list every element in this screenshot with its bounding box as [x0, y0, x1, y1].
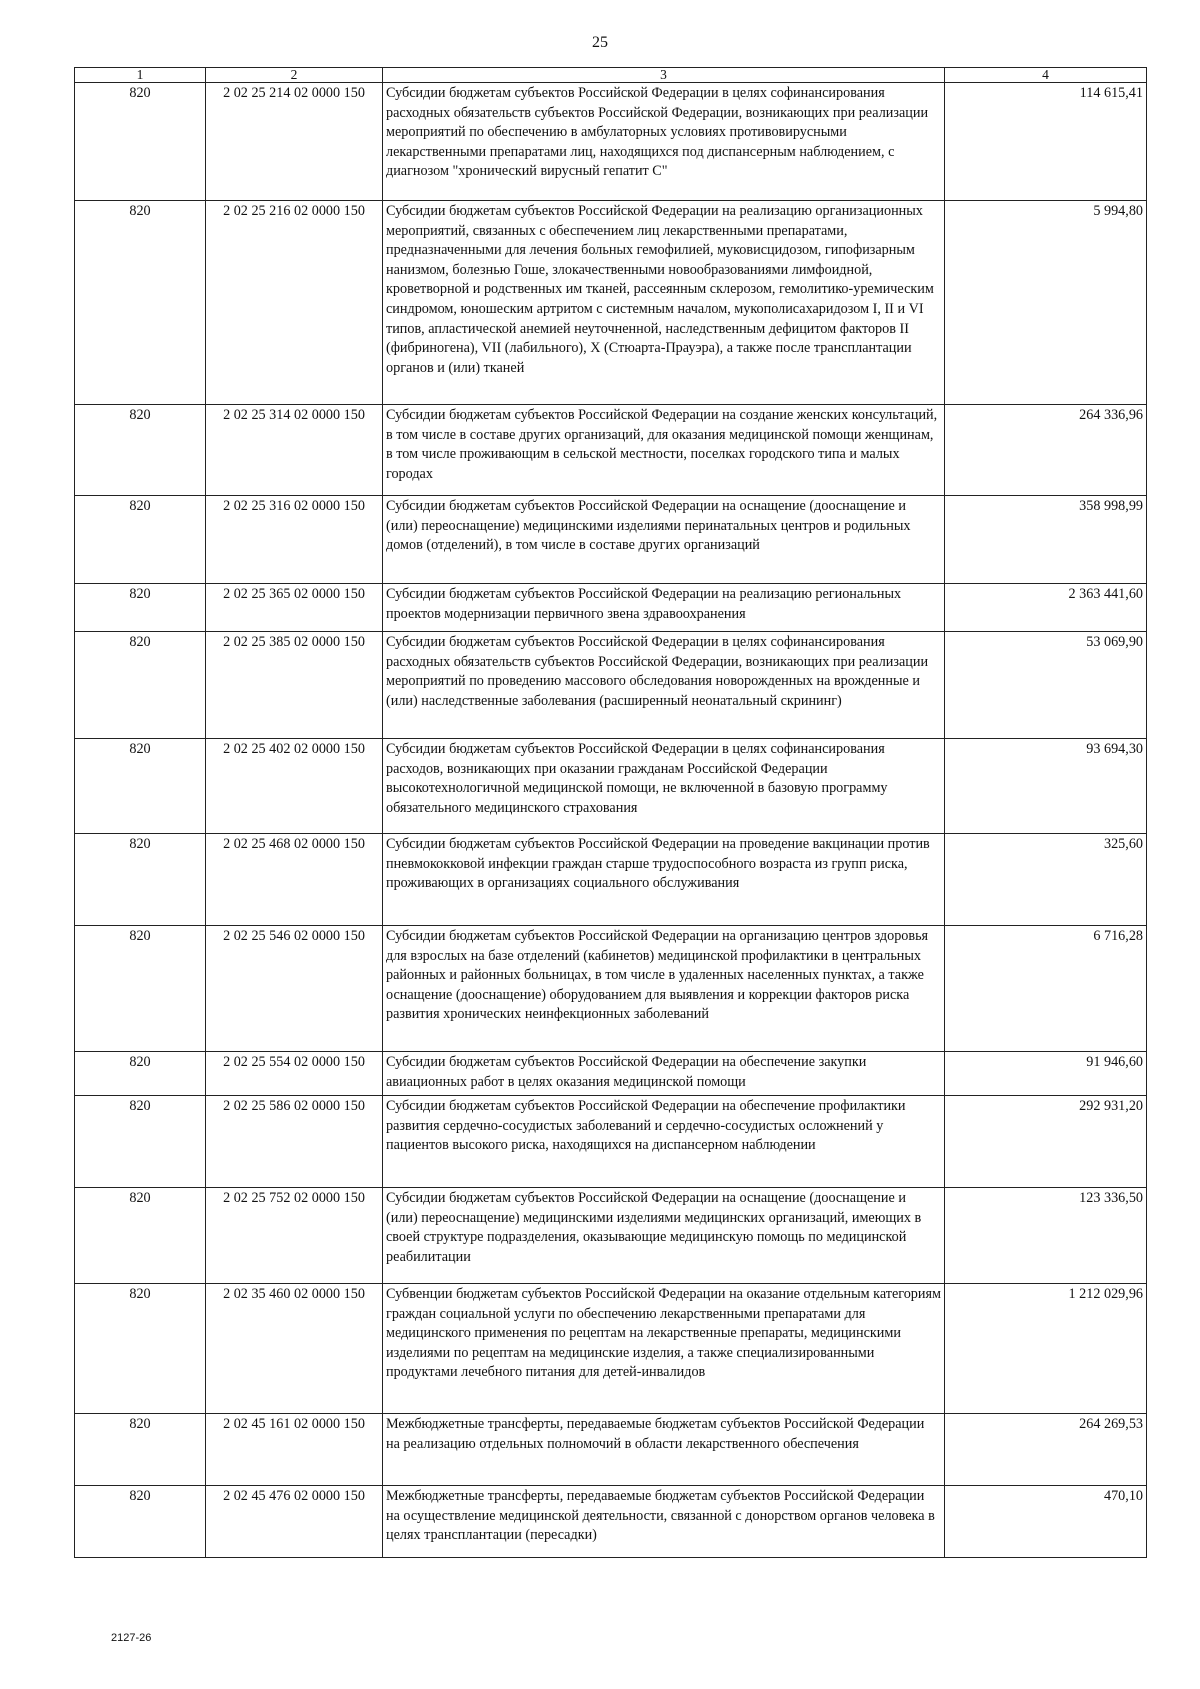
income-name-cell: Субсидии бюджетам субъектов Российской Федерации в целях софинансирования расходных обязательств субъектов Российской Федерации, возникающих при реализации мероприятий по проведению массового обследования новорожденных на врожденные и (или) наследственные заболевания (расширенный неонатальный скрининг) — [383, 632, 945, 739]
admin-code-cell: 820 — [75, 632, 206, 739]
amount-cell: 2 363 441,60 — [945, 584, 1147, 632]
income-name-cell: Субвенции бюджетам субъектов Российской Федерации на оказание отдельным категориям граждан социальной услуги по обеспечению лекарственными препаратами для медицинского применения по рецептам на лекарственные препараты, медицинскими изделиями по рецептам на медицинские изделия, а также специализированными продуктами лечебного питания для детей-инвалидов — [383, 1284, 945, 1414]
table-row — [75, 632, 1147, 739]
amount-cell: 264 269,53 — [945, 1414, 1147, 1486]
budget-code-cell: 2 02 25 546 02 0000 150 — [206, 926, 383, 1052]
budget-code-cell: 2 02 25 752 02 0000 150 — [206, 1188, 383, 1284]
income-name-cell: Субсидии бюджетам субъектов Российской Федерации на реализацию региональных проектов модернизации первичного звена здравоохранения — [383, 584, 945, 632]
budget-code-cell: 2 02 25 402 02 0000 150 — [206, 739, 383, 834]
income-name-cell: Субсидии бюджетам субъектов Российской Федерации на создание женских консультаций, в том числе в составе других организаций, для оказания медицинской помощи женщинам, в том числе проживающим в сельской местности, поселках городского типа и малых городах — [383, 405, 945, 496]
amount-cell: 6 716,28 — [945, 926, 1147, 1052]
budget-code-cell: 2 02 35 460 02 0000 150 — [206, 1284, 383, 1414]
amount-cell: 91 946,60 — [945, 1052, 1147, 1096]
admin-code-cell: 820 — [75, 1188, 206, 1284]
income-name-cell: Субсидии бюджетам субъектов Российской Федерации в целях софинансирования расходов, возникающих при оказании гражданам Российской Федерации высокотехнологичной медицинской помощи, не включенной в базовую программу обязательного медицинского страхования — [383, 739, 945, 834]
document-code: 2127-26 — [111, 1632, 152, 1644]
income-name-cell: Субсидии бюджетам субъектов Российской Федерации в целях софинансирования расходных обязательств субъектов Российской Федерации, возникающих при реализации мероприятий по обеспечению в амбулаторных условиях противовирусными лекарственными препаратами лиц, находящихся под диспансерным наблюдением, с диагнозом "хронический вирусный гепатит С" — [383, 83, 945, 201]
table-row — [75, 496, 1147, 584]
budget-code-cell: 2 02 25 468 02 0000 150 — [206, 834, 383, 926]
column-number-4: 4 — [945, 68, 1147, 83]
table-row — [75, 1188, 1147, 1284]
amount-cell: 114 615,41 — [945, 83, 1147, 201]
budget-code-cell: 2 02 25 586 02 0000 150 — [206, 1096, 383, 1188]
income-name-cell: Субсидии бюджетам субъектов Российской Федерации на обеспечение закупки авиационных работ в целях оказания медицинской помощи — [383, 1052, 945, 1096]
admin-code-cell: 820 — [75, 926, 206, 1052]
amount-cell: 123 336,50 — [945, 1188, 1147, 1284]
table-row — [75, 739, 1147, 834]
budget-code-cell: 2 02 25 554 02 0000 150 — [206, 1052, 383, 1096]
amount-cell: 358 998,99 — [945, 496, 1147, 584]
budget-code-cell: 2 02 25 214 02 0000 150 — [206, 83, 383, 201]
amount-cell: 470,10 — [945, 1486, 1147, 1558]
budget-code-cell: 2 02 25 316 02 0000 150 — [206, 496, 383, 584]
admin-code-cell: 820 — [75, 83, 206, 201]
amount-cell: 93 694,30 — [945, 739, 1147, 834]
admin-code-cell: 820 — [75, 405, 206, 496]
income-name-cell: Субсидии бюджетам субъектов Российской Федерации на проведение вакцинации против пневмококковой инфекции граждан старше трудоспособного возраста из групп риска, проживающих в организациях социального обслуживания — [383, 834, 945, 926]
admin-code-cell: 820 — [75, 496, 206, 584]
amount-cell: 5 994,80 — [945, 201, 1147, 405]
table-row — [75, 1052, 1147, 1096]
budget-code-cell: 2 02 25 216 02 0000 150 — [206, 201, 383, 405]
budget-code-cell: 2 02 25 314 02 0000 150 — [206, 405, 383, 496]
table-row — [75, 926, 1147, 1052]
amount-cell: 53 069,90 — [945, 632, 1147, 739]
income-name-cell: Субсидии бюджетам субъектов Российской Федерации на обеспечение профилактики развития сердечно-сосудистых заболеваний и сердечно-сосудистых осложнений у пациентов высокого риска, находящихся на диспансерном наблюдении — [383, 1096, 945, 1188]
table-row — [75, 584, 1147, 632]
income-name-cell: Субсидии бюджетам субъектов Российской Федерации на организацию центров здоровья для взрослых на базе отделений (кабинетов) медицинской профилактики в центральных районных и районных больницах, в том числе в удаленных населенных пунктах, а также оснащение (дооснащение) оборудованием для выявления и коррекции факторов риска развития хронических неинфекционных заболеваний — [383, 926, 945, 1052]
table-row — [75, 1096, 1147, 1188]
income-name-cell: Межбюджетные трансферты, передаваемые бюджетам субъектов Российской Федерации на реализацию отдельных полномочий в области лекарственного обеспечения — [383, 1414, 945, 1486]
admin-code-cell: 820 — [75, 201, 206, 405]
table-row — [75, 1414, 1147, 1486]
amount-cell: 1 212 029,96 — [945, 1284, 1147, 1414]
table-row — [75, 1284, 1147, 1414]
budget-code-cell: 2 02 25 365 02 0000 150 — [206, 584, 383, 632]
income-name-cell: Субсидии бюджетам субъектов Российской Федерации на оснащение (дооснащение и (или) переоснащение) медицинскими изделиями перинатальных центров и родильных домов (отделений), в том числе в составе других организаций — [383, 496, 945, 584]
budget-table — [74, 67, 1147, 1558]
admin-code-cell: 820 — [75, 584, 206, 632]
budget-code-cell: 2 02 25 385 02 0000 150 — [206, 632, 383, 739]
amount-cell: 264 336,96 — [945, 405, 1147, 496]
budget-code-cell: 2 02 45 161 02 0000 150 — [206, 1414, 383, 1486]
income-name-cell: Субсидии бюджетам субъектов Российской Федерации на оснащение (дооснащение и (или) переоснащение) медицинскими изделиями медицинских организаций, имеющих в своей структуре подразделения, оказывающие медицинскую помощь по медицинской реабилитации — [383, 1188, 945, 1284]
amount-cell: 292 931,20 — [945, 1096, 1147, 1188]
admin-code-cell: 820 — [75, 1486, 206, 1558]
column-number-row — [75, 68, 1147, 83]
page-number: 25 — [592, 34, 608, 51]
admin-code-cell: 820 — [75, 1096, 206, 1188]
admin-code-cell: 820 — [75, 1414, 206, 1486]
column-number-3: 3 — [383, 68, 945, 83]
column-number-2: 2 — [206, 68, 383, 83]
table-row — [75, 201, 1147, 405]
amount-cell: 325,60 — [945, 834, 1147, 926]
income-name-cell: Субсидии бюджетам субъектов Российской Федерации на реализацию организационных мероприятий, связанных с обеспечением лиц лекарственными препаратами, предназначенными для лечения больных гемофилией, муковисцидозом, гипофизарным нанизмом, болезнью Гоше, злокачественными новообразованиями лимфоидной, кроветворной и родственных им тканей, рассеянным склерозом, гемолитико-уремическим синдромом, юношеским артритом с системным началом, мукополисахаридозом I, II и VI типов, апластической анемией неуточненной, наследственным дефицитом факторов II (фибриногена), VII (лабильного), X (Стюарта-Прауэра), а также после трансплантации органов и (или) тканей — [383, 201, 945, 405]
table-row — [75, 405, 1147, 496]
admin-code-cell: 820 — [75, 739, 206, 834]
table-row — [75, 83, 1147, 201]
admin-code-cell: 820 — [75, 1284, 206, 1414]
admin-code-cell: 820 — [75, 834, 206, 926]
table-row — [75, 1486, 1147, 1558]
budget-code-cell: 2 02 45 476 02 0000 150 — [206, 1486, 383, 1558]
table-row — [75, 834, 1147, 926]
column-number-1: 1 — [75, 68, 206, 83]
income-name-cell: Межбюджетные трансферты, передаваемые бюджетам субъектов Российской Федерации на осуществление медицинской деятельности, связанной с донорством органов человека в целях трансплантации (пересадки) — [383, 1486, 945, 1558]
admin-code-cell: 820 — [75, 1052, 206, 1096]
